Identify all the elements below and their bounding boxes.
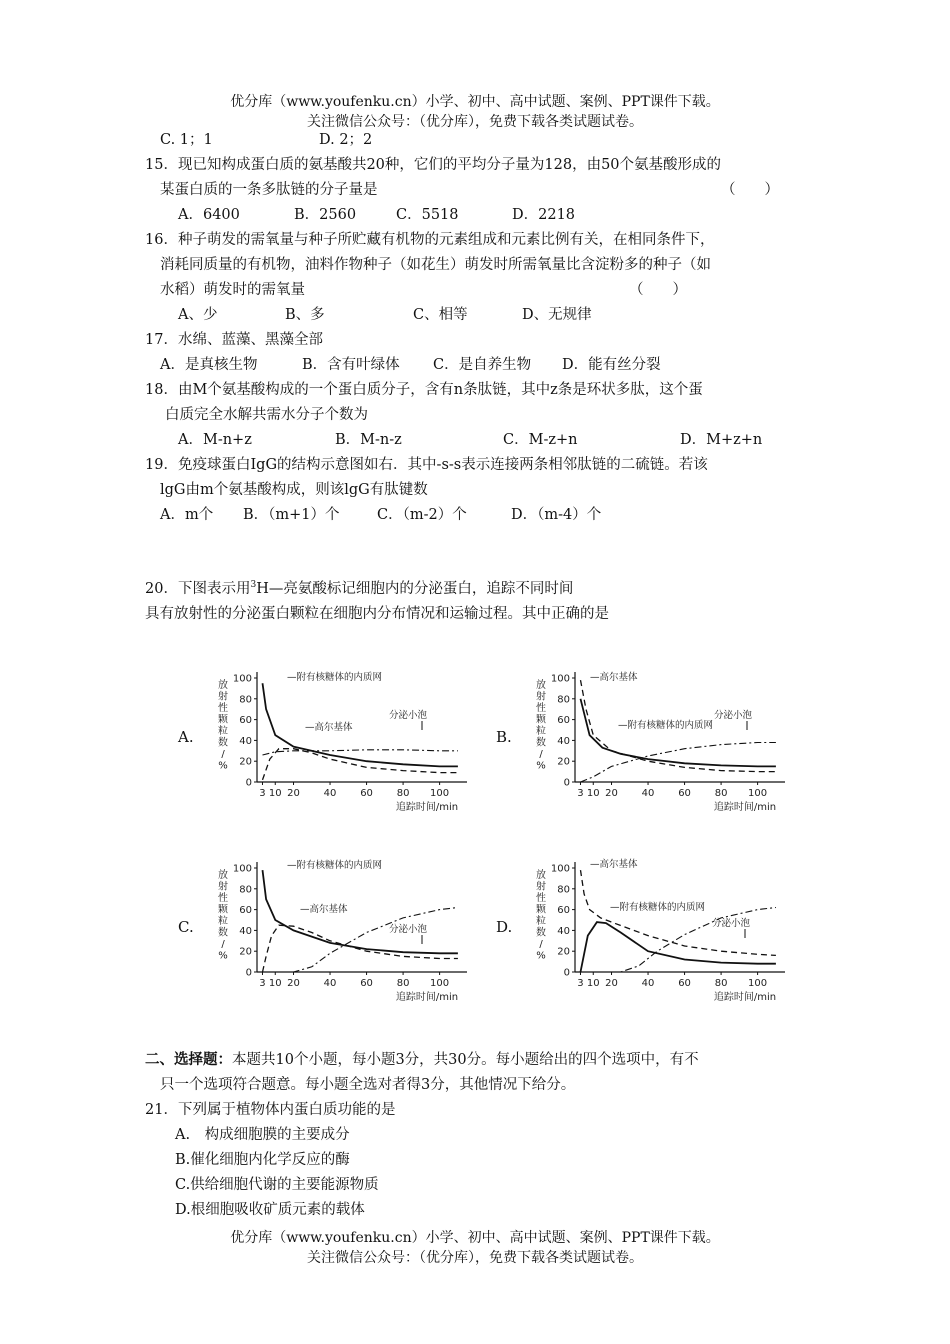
y-tick-label: 40 [557,735,570,747]
y-axis-label-char: / [539,939,543,950]
q19-line-2: lgG由m个氨基酸构成，则该lgG有肽键数 [160,482,428,498]
q17-line-1: 17．水绵、蓝藻、黑藻全部 [145,332,323,348]
x-axis-label: 追踪时间/min [395,802,459,813]
q21-line-1: 21．下列属于植物体内蛋白质功能的是 [145,1102,396,1118]
q15-option-c: C．5518 [396,207,459,223]
y-tick-label: 80 [239,694,252,706]
y-tick-label: 20 [557,946,570,958]
y-axis-label-char: % [218,760,228,772]
x-tick-label: 100 [430,978,450,989]
series-label-vesicle: 分泌小泡 [711,918,751,929]
section2-line-1-rest: 本题共10个小题，每小题3分，共30分。每小题给出的四个选项中，有不 [232,1052,699,1068]
x-tick-label: 100 [748,978,768,989]
x-tick-label: 60 [678,978,691,989]
y-axis-label-char: 性 [218,703,228,714]
y-axis-label-char: 数 [536,927,546,939]
y-tick-label: 80 [239,884,252,896]
x-tick-label: 40 [323,788,337,799]
x-tick-label: 10 [268,788,282,799]
x-tick-label: 20 [287,978,300,989]
y-tick-label: 40 [239,735,252,747]
section2-title: 二、选择题： [145,1051,232,1068]
q15-option-d: D．2218 [512,207,576,223]
y-axis-label-char: / [539,749,543,760]
series-label-vesicle: 分泌小泡 [713,710,753,721]
q16-line-2: 消耗同质量的有机物，油料作物种子（如花生）萌发时所需氧量比含淀粉多的种子（如 [160,257,711,273]
q18-option-c: C．M-z+n [503,432,578,448]
y-axis-label-char: 数 [536,737,546,749]
x-tick-label: 40 [323,978,337,989]
series-label-golgi: —高尔基体 [590,859,638,870]
y-axis-label-char: 颗 [218,714,228,726]
q18-option-a: A．M-n+z [178,432,252,448]
x-tick-label: 3 [577,978,584,989]
y-tick-label: 0 [563,777,570,789]
y-tick-label: 20 [557,756,570,768]
y-tick-label: 40 [557,925,570,937]
x-tick-label: 100 [748,788,768,799]
q15-option-b: B．2560 [294,207,357,223]
y-tick-label: 20 [239,946,252,958]
y-tick-label: 60 [557,715,570,727]
y-axis-label-char: 放 [218,870,228,881]
y-axis-label-char: 射 [218,691,228,703]
y-axis-label-char: 粒 [536,916,546,927]
y-tick-label: 100 [232,863,252,875]
y-axis-label-char: / [221,939,225,950]
y-axis-label-char: 放 [536,680,546,691]
q17-option-c: C．是自养生物 [433,357,532,373]
chart-panel-d [493,840,793,1003]
series-label-golgi: —高尔基体 [305,722,353,733]
series-label-vesicle: 分泌小泡 [388,710,428,721]
y-tick-label: 0 [245,777,252,789]
y-tick-label: 60 [557,905,570,917]
series-label-er: —附有核糖体的内质网 [287,860,383,871]
section2-line-2: 只一个选项符合题意。每小题全选对者得3分，其他情况下给分。 [160,1077,576,1093]
q20-superscript: 3 [250,580,257,591]
x-tick-label: 80 [714,978,728,989]
q19-option-c: C．（m-2）个 [377,507,467,523]
q20-line-2: 具有放射性的分泌蛋白颗粒在细胞内分布情况和运输过程。其中正确的是 [145,606,609,622]
prev-option-d: D. 2；2 [319,132,373,148]
y-axis-label-char: 性 [218,893,228,904]
chart-panel-c [175,840,475,1003]
q17-option-d: D．能有丝分裂 [562,357,661,373]
x-tick-label: 10 [268,978,282,989]
x-tick-label: 3 [577,788,584,799]
y-axis-label-char: % [218,950,228,962]
series-line-solid [263,683,458,766]
q16-option-c: C、相等 [413,307,468,323]
series-label-golgi: —高尔基体 [590,672,638,683]
x-tick-label: 100 [430,788,450,799]
x-tick-label: 10 [586,788,600,799]
q19-option-d: D．（m-4）个 [511,507,602,523]
x-tick-label: 20 [287,788,300,799]
y-tick-label: 0 [245,967,252,979]
y-axis-label-char: / [221,749,225,760]
q20-line-1-pre: 20．下图表示用 [145,581,251,597]
y-axis-label-char: % [536,950,546,962]
q15-line-1: 15．现已知构成蛋白质的氨基酸共20种，它们的平均分子量为128，由50个氨基酸形成的 [145,157,722,173]
q16-line-3: 水稻）萌发时的需氧量 [160,282,305,298]
q18-option-d: D．M+z+n [680,432,763,448]
y-tick-label: 0 [563,967,570,979]
chart-panel-letter: B. [496,728,512,746]
series-label-er: —附有核糖体的内质网 [610,902,706,913]
x-axis-label: 追踪时间/min [713,992,777,1003]
x-axis-label: 追踪时间/min [395,992,459,1003]
q17-option-b: B．含有叶绿体 [302,357,400,373]
series-line-dashdot [263,908,458,973]
q17-option-a: A．是真核生物 [160,357,258,373]
q18-line-2: 白质完全水解共需水分子个数为 [165,407,368,423]
x-tick-label: 3 [259,978,266,989]
series-line-dashdot [263,750,458,755]
q15-answer-paren: （ ） [721,182,779,198]
chart-a-svg [175,650,475,813]
y-tick-label: 100 [550,863,570,875]
footer-line-1: 优分库（www.youfenku.cn）小学、初中、高中试题、案例、PPT课件下载。 [230,1230,720,1246]
header-line-2: 关注微信公众号：（优分库），免费下载各类试题试卷。 [307,114,643,130]
y-axis-label-char: 颗 [536,904,546,916]
y-axis-label-char: 放 [536,870,546,881]
y-axis-label-char: 数 [218,737,228,749]
q15-line-2: 某蛋白质的一条多肽链的分子量是 [160,182,378,198]
chart-c-svg [175,840,475,1003]
q21-option-d: D.根细胞吸收矿质元素的载体 [175,1202,365,1218]
series-label-golgi: —高尔基体 [300,904,348,915]
q21-option-b: B.催化细胞内化学反应的酶 [175,1152,350,1168]
y-tick-label: 20 [239,756,252,768]
y-axis-label-char: 粒 [536,726,546,737]
q16-answer-paren: （ ） [629,282,687,298]
series-line-solid [581,699,776,767]
x-tick-label: 60 [360,978,373,989]
q15-option-a: A．6400 [178,207,240,223]
prev-option-c: C. 1；1 [160,132,213,148]
x-tick-label: 3 [259,788,266,799]
q21-option-c: C.供给细胞代谢的主要能源物质 [175,1177,379,1193]
y-axis-label-char: 粒 [218,916,228,927]
y-tick-label: 40 [239,925,252,937]
q19-line-1: 19．免疫球蛋白IgG的结构示意图如右．其中-s-s表示连接两条相邻肽链的二硫链。若该 [145,457,708,473]
footer-line-2: 关注微信公众号：（优分库），免费下载各类试题试卷。 [307,1250,643,1266]
y-axis-label-char: 粒 [218,726,228,737]
y-axis-label-char: 放 [218,680,228,691]
y-axis-label-char: 颗 [218,904,228,916]
q21-option-a: A. 构成细胞膜的主要成分 [175,1127,350,1143]
y-axis-label-char: 数 [218,927,228,939]
series-line-solid [581,922,776,972]
series-label-er: —附有核糖体的内质网 [618,720,714,731]
q16-option-b: B、多 [285,307,325,323]
x-tick-label: 80 [714,788,728,799]
chart-panel-letter: A. [178,728,194,746]
chart-panel-a [175,650,475,813]
series-label-er: —附有核糖体的内质网 [287,672,383,683]
x-tick-label: 20 [605,978,618,989]
chart-b-svg [493,650,793,813]
y-tick-label: 80 [557,884,570,896]
chart-panel-letter: D. [496,918,513,936]
y-axis-label-char: 射 [536,881,546,893]
x-tick-label: 40 [641,978,655,989]
chart-panel-letter: C. [178,918,194,936]
section2-line-1 [145,1048,699,1069]
x-tick-label: 60 [360,788,373,799]
q20-line-1-post: H—亮氨酸标记细胞内的分泌蛋白，追踪不同时间 [256,581,574,597]
y-axis-label-char: 性 [536,893,546,904]
q19-option-a: A．m个 [160,507,214,523]
q19-option-b: B．（m+1）个 [243,507,340,523]
chart-panel-b [493,650,793,813]
q16-line-1: 16．种子萌发的需氧量与种子所贮藏有机物的元素组成和元素比例有关，在相同条件下， [145,232,715,248]
y-axis-label-char: 性 [536,703,546,714]
y-tick-label: 80 [557,694,570,706]
chart-d-svg [493,840,793,1003]
q16-option-a: A、少 [178,307,218,323]
series-line-dashed [263,749,458,780]
y-tick-label: 100 [550,673,570,685]
y-tick-label: 60 [239,715,252,727]
x-tick-label: 60 [678,788,691,799]
y-tick-label: 60 [239,905,252,917]
series-label-vesicle: 分泌小泡 [388,924,428,935]
x-axis-label: 追踪时间/min [713,802,777,813]
y-tick-label: 100 [232,673,252,685]
x-tick-label: 40 [641,788,655,799]
q18-line-1: 18．由M个氨基酸构成的一个蛋白质分子，含有n条肽链，其中z条是环状多肽，这个蛋 [145,382,703,398]
x-tick-label: 20 [605,788,618,799]
x-tick-label: 80 [396,978,410,989]
q16-option-d: D、无规律 [522,307,592,323]
y-axis-label-char: 射 [536,691,546,703]
y-axis-label-char: % [536,760,546,772]
y-axis-label-char: 颗 [536,714,546,726]
x-tick-label: 80 [396,788,410,799]
q18-option-b: B．M-n-z [335,432,402,448]
q20-line-1 [145,577,573,598]
y-axis-label-char: 射 [218,881,228,893]
x-tick-label: 10 [586,978,600,989]
header-line-1: 优分库（www.youfenku.cn）小学、初中、高中试题、案例、PPT课件下载。 [230,94,720,110]
